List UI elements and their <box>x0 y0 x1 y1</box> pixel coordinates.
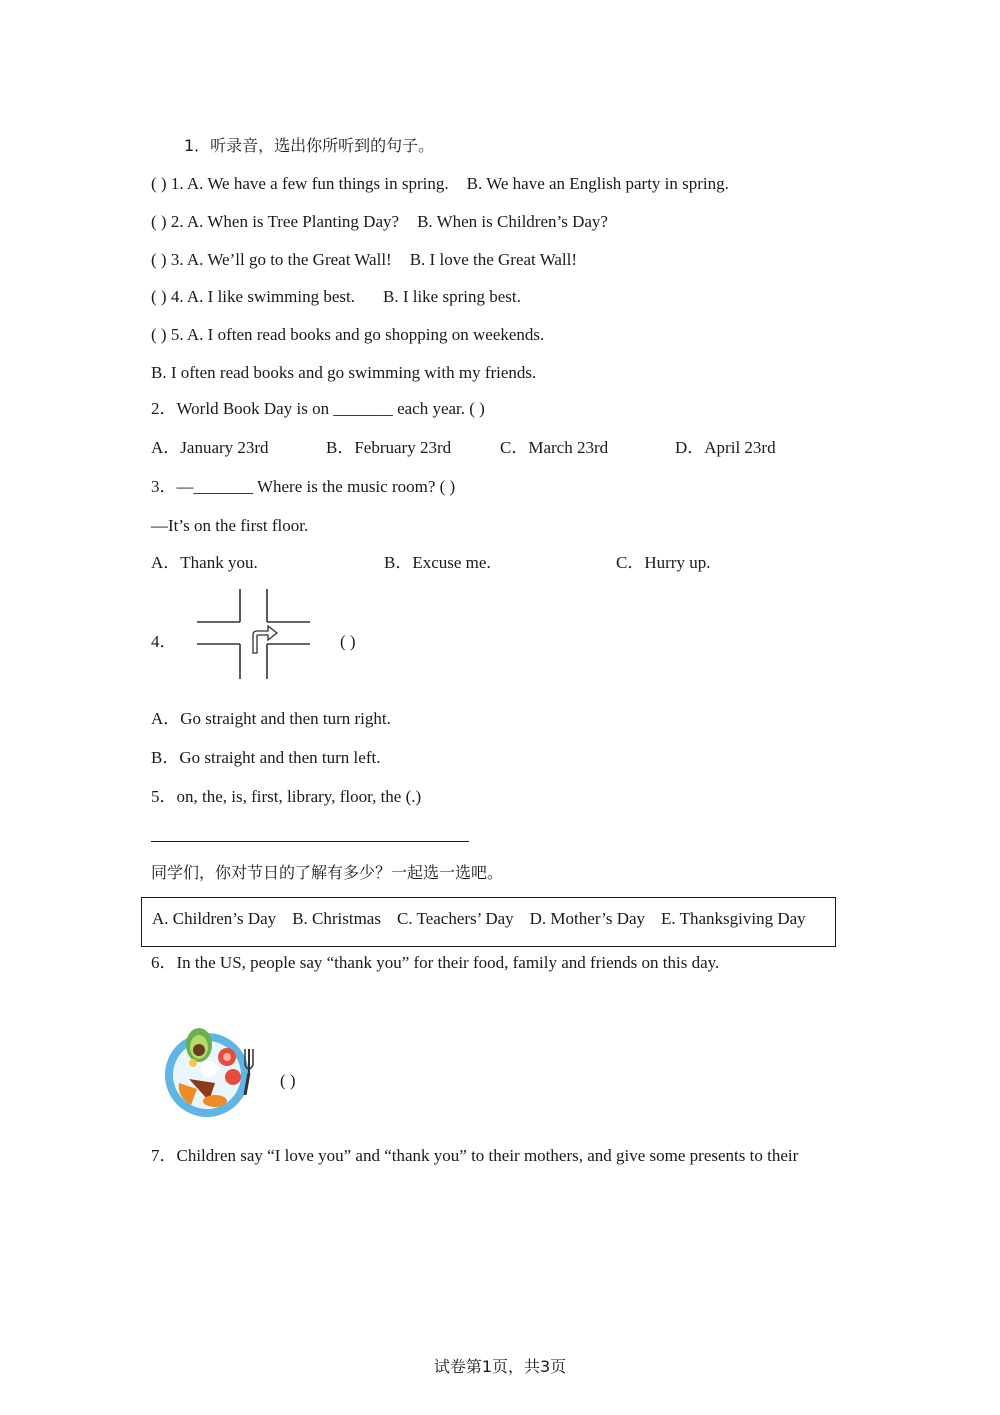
q6-answer-paren: ( ) <box>280 1071 296 1090</box>
q2-stem: 2．World Book Day is on _______ each year. ( ) <box>151 399 485 418</box>
choice-a: A. Children’s Day <box>152 909 277 928</box>
q1-item-2 <box>151 211 608 233</box>
q2-option-a: A．January 23rd <box>151 438 269 457</box>
q1-item-4-b: B. I like spring best. <box>382 287 521 306</box>
q1-item-1-b: B. We have an English party in spring. <box>466 174 729 193</box>
q1-item-4 <box>151 286 521 308</box>
crossroad-turn-right-icon <box>195 587 313 681</box>
q7-stem: 7．Children say “I love you” and “thank you” to their mothers, and give some presents to their <box>151 1146 799 1165</box>
choice-c: C. Teachers’ Day <box>396 909 514 928</box>
q1-item-3-b: B. I love the Great Wall! <box>409 250 578 269</box>
q5-answer-line <box>151 841 469 842</box>
q1-item-5-b: B. I often read books and go swimming with my friends. <box>151 363 537 382</box>
q3-option-c: C．Hurry up. <box>616 553 711 572</box>
q1-item-1 <box>151 173 729 195</box>
q6-stem: 6．In the US, people say “thank you” for their food, family and friends on this day. <box>151 953 720 972</box>
q1-item-4-a: ( ) 4. A. I like swimming best. <box>151 287 355 306</box>
q3-option-a: A．Thank you. <box>151 553 258 572</box>
q1-item-5: ( ) 5. A. I often read books and go shopping on weekends. <box>151 325 545 344</box>
q1-item-2-b: B. When is Children’s Day? <box>417 212 608 231</box>
q4-number: 4． <box>151 632 177 651</box>
q3-stem: 3．—_______ Where is the music room? ( ) <box>151 477 456 496</box>
q4-answer-paren: ( ) <box>340 632 356 651</box>
choice-d: D. Mother’s Day <box>529 909 646 928</box>
q1-item-3 <box>151 249 577 271</box>
q2-option-d: D．April 23rd <box>675 438 776 457</box>
q1-item-2-a: ( ) 2. A. When is Tree Planting Day? <box>151 212 400 231</box>
q1-title: 1．听录音，选出你所听到的句子。 <box>184 136 435 155</box>
q3-answer: —It’s on the first floor. <box>151 516 309 535</box>
choice-b: B. Christmas <box>292 909 381 928</box>
q4-option-b: B．Go straight and then turn left. <box>151 748 381 767</box>
q1-item-3-a: ( ) 3. A. We’ll go to the Great Wall! <box>151 250 392 269</box>
q5-stem: 5．on, the, is, first, library, floor, the (.) <box>151 787 422 806</box>
q4-option-a: A．Go straight and then turn right. <box>151 709 391 728</box>
q2-option-b: B．February 23rd <box>326 438 452 457</box>
q1-item-1-a: ( ) 1. A. We have a few fun things in spring. <box>151 174 449 193</box>
page-footer: 试卷第1页，共3页 <box>433 1357 567 1376</box>
choices-box <box>141 897 836 947</box>
q3-option-b: B．Excuse me. <box>384 553 491 572</box>
choice-e: E. Thanksgiving Day <box>661 909 806 928</box>
section-intro: 同学们，你对节日的了解有多少？一起选一选吧。 <box>151 863 504 882</box>
thanksgiving-plate-icon <box>163 1023 263 1121</box>
q2-option-c: C．March 23rd <box>500 438 609 457</box>
